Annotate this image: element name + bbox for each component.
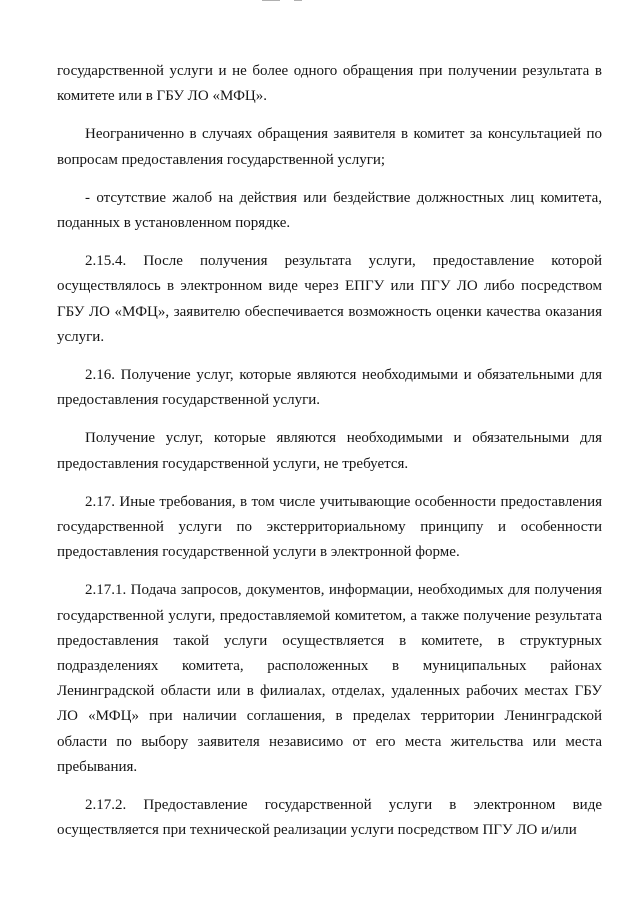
paragraph-2-16: 2.16. Получение услуг, которые являются необходимыми и обязательными для предоставления государственной услуги. [57, 367, 602, 409]
paragraph-2-17: 2.17. Иные требования, в том числе учитывающие особенности предоставления государственной услуги по экстерриториальному принципу и особенности предоставления государственной услуги в электронной форме. [57, 493, 602, 561]
paragraph-no-complaints: - отсутствие жалоб на действия или бездействие должностных лиц комитета, поданных в установленном порядке. [57, 189, 602, 232]
paragraph-2-16-answer: Получение услуг, которые являются необходимыми и обязательными для предоставления государственной услуги, не требуется. [57, 430, 602, 472]
paragraph-2-17-2: 2.17.2. Предоставление государственной услуги в электронном виде осуществляется при технической реализации услуги посредством ПГУ ЛО и/или [57, 797, 602, 839]
scan-header-mark [262, 0, 372, 6]
paragraph-2-17-1: 2.17.1. Подача запросов, документов, информации, необходимых для получения государственной услуги, предоставляемой комитетом, а также получение результата предоставления такой услуги осуществляется в комитете, в структурных подразделениях комитета, расположенных в муниципальных районах Ленинградской области или в филиалах, отделах, удаленных рабочих местах ГБУ ЛО «МФЦ» при наличии соглашения, в пределах территории Ленинградской области по выбору заявителя независимо от его места жительства или места пребывания. [57, 582, 602, 775]
paragraph-unlimited-consultation: Неограниченно в случаях обращения заявителя в комитет за консультацией по вопросам предоставления государственной услуги; [57, 126, 602, 168]
paragraph-continuation: государственной услуги и не более одного обращения при получении результата в комитете или в ГБУ ЛО «МФЦ». [57, 63, 602, 105]
paragraph-2-15-4: 2.15.4. После получения результата услуги, предоставление которой осуществлялось в электронном виде через ЕПГУ или ПГУ ЛО либо посредством ГБУ ЛО «МФЦ», заявителю обеспечивается возможность оценки качества оказания услуги. [57, 253, 602, 345]
document-body [57, 59, 602, 856]
